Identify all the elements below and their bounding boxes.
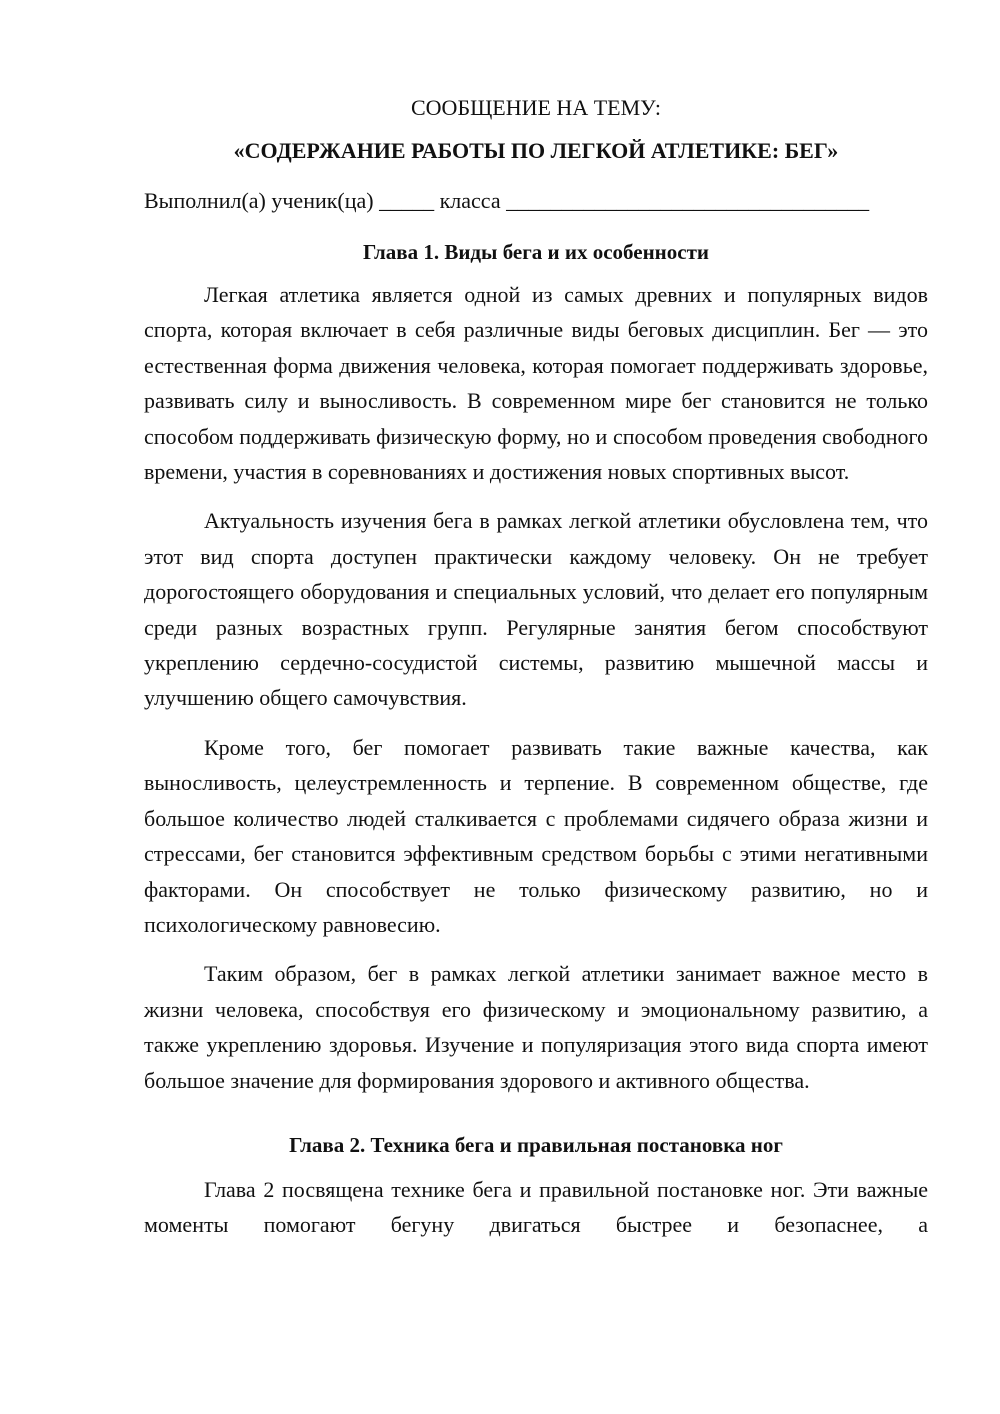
chapter-1-heading: Глава 1. Виды бега и их особенности (362, 240, 710, 264)
document-title: «СОДЕРЖАНИЕ РАБОТЫ ПО ЛЕГКОЙ АТЛЕТИКЕ: БЕГ» (233, 138, 839, 163)
chapter-1-paragraph-4: Таким образом, бег в рамках легкой атлетики занимает важное место в жизни человека, способствуя его физическому и эмоциональному развитию, а также укреплению здоровья. Изучение и популяризация этого вида спорта имеют большое значение для формирования здорового и активного общества. (144, 961, 928, 1093)
document-subject-line: СООБЩЕНИЕ НА ТЕМУ: (411, 95, 661, 120)
chapter-1-paragraph-1: Легкая атлетика является одной из самых древних и популярных видов спорта, которая включает в себя различные виды беговых дисциплин. Бег — это естественная форма движения человека, которая помогает поддерживать здоровье, развивать силу и выносливость. В современном мире бег становится не только способом поддерживать физическую форму, но и способом проведения свободного времени, участия в соревнованиях и достижения новых спортивных высот. (144, 282, 928, 485)
document-page (144, 92, 928, 1257)
chapter-1-paragraph-2: Актуальность изучения бега в рамках легкой атлетики обусловлена тем, что этот вид спорта доступен практически каждому человеку. Он не требует дорогостоящего оборудования и специальных условий, что делает его популярным среди разных возрастных групп. Регулярные занятия бегом способствуют укреплению сердечно-сосудистой системы, развитию мышечной массы и улучшению общего самочувствия. (144, 508, 928, 711)
chapter-2-paragraph-1: Глава 2 посвящена технике бега и правильной постановке ног. Эти важные моменты помогают бегуну двигаться быстрее и безопаснее, а (144, 1176, 928, 1238)
chapter-2-heading: Глава 2. Техника бега и правильная постановка ног (289, 1132, 783, 1157)
chapter-1-paragraph-3: Кроме того, бег помогает развивать такие важные качества, как выносливость, целеустремленность и терпение. В современном обществе, где большое количество людей сталкивается с проблемами сидячего образа жизни и стрессами, бег становится эффективным средством борьбы с этими негативными факторами. Он способствует не только физическому развитию, но и психологическому равновесию. (144, 734, 928, 937)
student-info-line: Выполнил(а) ученик(ца) _____ класса _________________________________ (144, 188, 870, 213)
